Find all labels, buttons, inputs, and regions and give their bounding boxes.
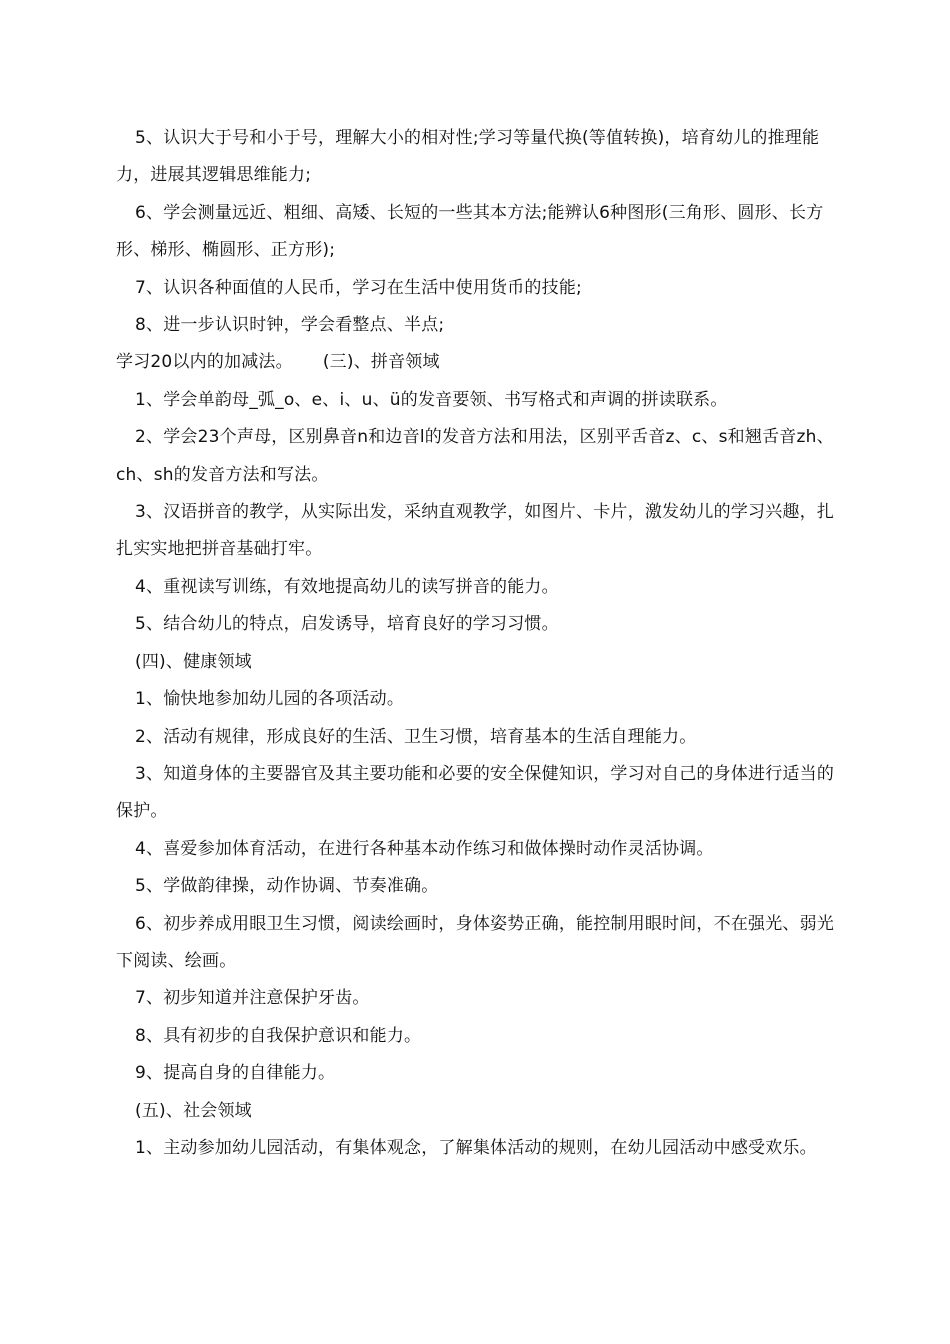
- paragraph-health-8: 8、具有初步的自我保护意识和能力。: [135, 1025, 422, 1046]
- paragraph-math-5: 5、认识大于号和小于号，理解大小的相对性;学习等量代换(等值转换)，培育幼儿的推理能力，进展其逻辑思维能力;: [116, 128, 820, 186]
- paragraph-health-9: 9、提高自身的自律能力。: [135, 1063, 336, 1084]
- paragraph-health-2: 2、活动有规律，形成良好的生活、卫生习惯，培育基本的生活自理能力。: [135, 726, 697, 747]
- paragraph-health-3: 3、知道身体的主要器官及其主要功能和必要的安全保健知识，学习对自己的身体进行适当的保护。: [116, 763, 835, 822]
- section-heading-health: (四)、健康领域: [135, 651, 252, 672]
- paragraph-health-6: 6、初步养成用眼卫生习惯，阅读绘画时，身体姿势正确，能控制用眼时间，不在强光、弱光下阅读、绘画。: [116, 913, 835, 971]
- paragraph-health-4: 4、喜爱参加体育活动，在进行各种基本动作练习和做体操时动作灵活协调。: [135, 838, 714, 859]
- paragraph-math-addition: [116, 344, 838, 381]
- paragraph-health-7: 7、初步知道并注意保护牙齿。: [135, 988, 370, 1009]
- paragraph-social-1: 1、主动参加幼儿园活动，有集体观念，了解集体活动的规则，在幼儿园活动中感受欢乐。: [135, 1137, 817, 1158]
- paragraph-math-7: 7、认识各种面值的人民币，学习在生活中使用货币的技能;: [135, 277, 582, 298]
- paragraph-math-6: 6、学会测量远近、粗细、高矮、长短的一些其本方法;能辨认6种图形(三角形、圆形、长方形、梯形、椭圆形、正方形);: [116, 202, 824, 261]
- document-body: [116, 120, 838, 1167]
- paragraph-pinyin-4: 4、重视读写训练，有效地提高幼儿的读写拼音的能力。: [135, 576, 559, 597]
- paragraph-math-8: 8、进一步认识时钟，学会看整点、半点;: [135, 315, 445, 336]
- paragraph-health-5: 5、学做韵律操，动作协调、节奏准确。: [135, 876, 439, 897]
- section-heading-social: (五)、社会领域: [135, 1100, 252, 1121]
- paragraph-pinyin-3: 3、汉语拼音的教学，从实际出发，采纳直观教学，如图片、卡片，激发幼儿的学习兴趣，扎扎实实地把拼音基础打牢。: [116, 502, 835, 560]
- paragraph-health-1: 1、愉快地参加幼儿园的各项活动。: [135, 689, 405, 710]
- paragraph-pinyin-5: 5、结合幼儿的特点，启发诱导，培育良好的学习习惯。: [135, 614, 559, 635]
- paragraph-pinyin-2: 2、学会23个声母，区别鼻音n和边音l的发音方法和用法，区别平舌音z、c、s和翘舌音zh、ch、sh的发音方法和写法。: [116, 427, 834, 485]
- paragraph-pinyin-1: 1、学会单韵母_弧_o、e、i、u、ü的发音要领、书写格式和声调的拼读联系。: [135, 389, 728, 410]
- addition-text: 学习20以内的加减法。: [116, 352, 293, 373]
- section-heading-pinyin: (三)、拼音领域: [322, 352, 440, 373]
